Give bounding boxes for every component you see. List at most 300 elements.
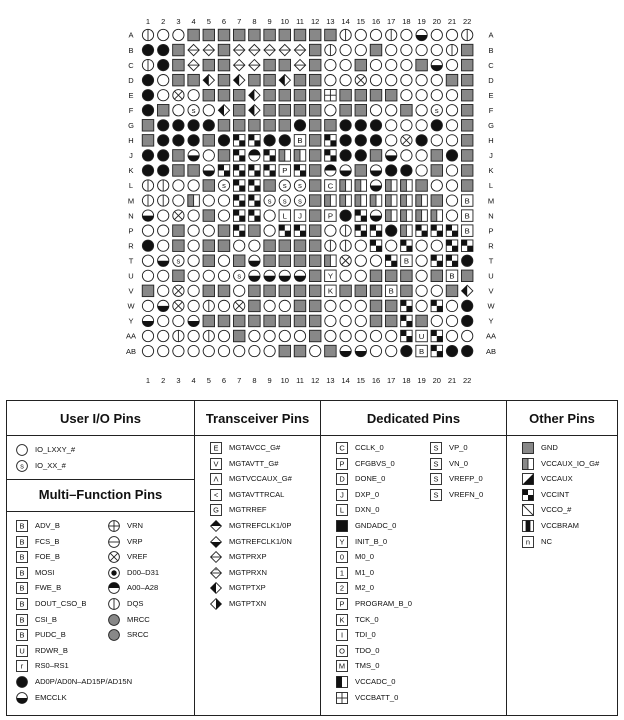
- pin-cell: [218, 135, 229, 146]
- pin-cell: [309, 270, 321, 282]
- column-label-bottom: 2: [161, 376, 166, 385]
- pin-cell: [218, 270, 229, 281]
- pin-cell: [355, 180, 367, 192]
- box-icon: [15, 628, 29, 642]
- svg-text:B: B: [19, 568, 25, 578]
- pin-cell: [158, 29, 169, 40]
- svg-text:S: S: [433, 459, 439, 469]
- pin-cell: [325, 29, 337, 41]
- svg-text:s: s: [434, 105, 439, 115]
- pin-cell: [142, 300, 153, 311]
- pin-cell: [401, 270, 413, 282]
- legend-entry-label: FOE_B: [35, 552, 60, 562]
- pin-cell: [233, 330, 245, 342]
- pin-cell: [355, 330, 366, 341]
- svg-text:B: B: [464, 196, 470, 206]
- pin-cell: [233, 255, 245, 267]
- legend-entry-label: VREF: [127, 552, 148, 562]
- box-icon: [15, 535, 29, 549]
- pin-cell: [401, 59, 412, 70]
- legend-entry-label: CFGBVS_0: [355, 458, 395, 468]
- column-label-bottom: 21: [447, 376, 457, 385]
- pin-cell: [173, 135, 184, 146]
- row-label-right: E: [488, 90, 494, 100]
- pin-cell: [340, 300, 351, 311]
- pin-cell: [416, 29, 427, 40]
- legend-entry-label: M0_0: [355, 552, 374, 562]
- pin-cell: [279, 89, 291, 101]
- pin-cell: [386, 225, 397, 236]
- pin-cell: [294, 210, 306, 222]
- pin-cell: [355, 255, 366, 266]
- row-label-right: AB: [485, 346, 497, 356]
- svg-text:S: S: [433, 490, 439, 500]
- pin-cell: [370, 59, 381, 70]
- svg-text:s: s: [298, 196, 302, 206]
- pin-cell: [370, 210, 381, 221]
- pin-cell: [142, 75, 153, 86]
- box-icon: [335, 628, 349, 642]
- pin-cell: [173, 150, 185, 162]
- row-label-right: AA: [485, 331, 497, 341]
- pin-cell: [325, 89, 337, 101]
- pin-cell: [431, 240, 442, 251]
- svg-text:B: B: [449, 271, 455, 281]
- pin-cell: [218, 300, 229, 311]
- pin-cell: [355, 225, 367, 237]
- row-label-right: M: [487, 196, 495, 206]
- pin-cell: [431, 285, 442, 296]
- svg-text:B: B: [19, 552, 25, 562]
- column-label-bottom: 14: [341, 376, 350, 385]
- pin-cell: [188, 120, 199, 131]
- pin-cell: [188, 255, 199, 266]
- pin-cell: [340, 255, 351, 266]
- column-label-bottom: 16: [371, 376, 381, 385]
- pin-cell: [294, 150, 306, 162]
- pin-cell: [142, 105, 153, 116]
- pin-cell: [218, 44, 230, 56]
- pin-cell: [279, 44, 290, 55]
- pin-cell: [340, 180, 352, 192]
- legend-entry-label: RS0–RS1: [35, 661, 69, 671]
- pin-cell: [355, 120, 366, 131]
- pin-cell: [431, 44, 442, 55]
- pin-cell: [173, 165, 185, 177]
- box-icon: [209, 457, 223, 471]
- pin-cell: [340, 75, 351, 86]
- pin-cell: [203, 89, 215, 101]
- pin-cell: [188, 74, 200, 86]
- pin-cell: [461, 195, 473, 207]
- column-label-top: 13: [326, 17, 335, 26]
- pin-cell: [385, 285, 397, 297]
- pin-cell: [370, 44, 382, 56]
- box-diag-icon: [521, 503, 535, 517]
- svg-text:B: B: [19, 599, 25, 609]
- pin-cell: [203, 300, 214, 311]
- pin-cell: [142, 270, 153, 281]
- pin-cell: [401, 75, 412, 86]
- column-label-top: 10: [280, 17, 289, 26]
- pin-cell: [188, 135, 199, 146]
- legend-entry-label: RDWR_B: [35, 645, 68, 655]
- pin-cell: [294, 315, 306, 327]
- row-label-right: P: [488, 226, 494, 236]
- pin-cell: [173, 195, 184, 206]
- pin-cell: [249, 210, 261, 222]
- pin-cell: [340, 44, 351, 55]
- pin-cell: [218, 180, 229, 191]
- pin-cell: [294, 74, 306, 86]
- legend-entry-label: EMCCLK: [35, 692, 67, 702]
- pin-cell: [461, 59, 473, 71]
- pin-cell: [279, 29, 291, 41]
- pin-cell: [264, 44, 275, 55]
- pin-cell: [203, 210, 215, 222]
- pin-cell: [431, 29, 442, 40]
- row-label-left: L: [128, 181, 134, 191]
- pin-cell: [158, 285, 169, 296]
- pin-cell: [309, 44, 321, 56]
- pin-cell: [203, 165, 214, 176]
- pin-cell: [370, 105, 381, 116]
- svg-text:G: G: [213, 506, 219, 516]
- pin-cell: [233, 210, 245, 222]
- pin-cell: [218, 225, 230, 237]
- legend-entry-label: VREFN_0: [449, 489, 484, 499]
- pin-cell: [203, 29, 215, 41]
- pin-cell: [446, 105, 457, 116]
- pin-cell: [370, 315, 382, 327]
- column-label-bottom: 17: [387, 376, 396, 385]
- pin-cell: [249, 195, 261, 207]
- pin-cell: [386, 345, 397, 356]
- box-icon: [335, 457, 349, 471]
- box-icon: [209, 503, 223, 517]
- pin-cell: [234, 270, 245, 281]
- pin-cell: [249, 330, 260, 341]
- column-label-top: 11: [296, 17, 304, 26]
- pin-cell: [203, 270, 214, 281]
- pin-cell: [142, 150, 153, 161]
- pin-cell: [294, 255, 306, 267]
- pin-cell: [234, 300, 245, 311]
- pin-cell: [218, 165, 230, 177]
- pin-cell: [385, 270, 397, 282]
- legend-entry-label: DQS: [127, 599, 144, 608]
- pin-cell: [249, 255, 260, 266]
- row-label-right: N: [488, 211, 494, 221]
- legend-entry-label: VRP: [127, 536, 143, 546]
- svg-text:2: 2: [339, 584, 345, 594]
- pin-cell: [173, 255, 184, 266]
- pin-cell: [355, 44, 366, 55]
- svg-text:r: r: [20, 662, 24, 672]
- pin-cell: [340, 240, 351, 251]
- circle-gray-icon: [107, 613, 121, 627]
- pin-cell: [431, 345, 443, 357]
- pin-cell: [355, 150, 366, 161]
- pin-cell: [431, 75, 442, 86]
- pin-cell: [233, 105, 245, 117]
- box-icon: [335, 472, 349, 486]
- svg-text:B: B: [19, 521, 25, 531]
- pin-cell: [173, 44, 185, 56]
- pin-cell: [264, 210, 275, 221]
- pin-cell: [279, 300, 290, 311]
- pin-cell: [355, 135, 366, 146]
- row-label-right: J: [489, 151, 493, 161]
- box-halfblack-icon: [335, 675, 349, 689]
- row-label-right: L: [488, 181, 494, 191]
- pin-cell: [386, 120, 397, 131]
- pin-cell: [309, 150, 321, 162]
- pin-cell: [416, 180, 428, 192]
- pin-cell: [370, 255, 381, 266]
- pin-cell: [325, 240, 336, 251]
- pin-cell: [416, 330, 428, 342]
- pin-cell: [294, 180, 305, 191]
- pin-cell: [309, 29, 321, 41]
- pin-cell: [173, 225, 185, 237]
- pin-cell: [325, 300, 336, 311]
- pin-cell: [370, 150, 382, 162]
- pin-cell: [309, 255, 321, 267]
- pin-cell: [173, 59, 185, 71]
- pin-cell: [401, 29, 412, 40]
- pin-cell: [401, 255, 413, 267]
- legend-entry-label: DXP_0: [355, 489, 380, 499]
- column-label-bottom: 18: [402, 376, 411, 385]
- pin-cell: [279, 270, 290, 281]
- pin-cell: [218, 255, 229, 266]
- pin-cell: [416, 255, 427, 266]
- pin-cell: [142, 29, 153, 40]
- pin-cell: [386, 75, 397, 86]
- pin-cell: [461, 150, 473, 162]
- pin-cell: [355, 345, 366, 356]
- pin-cell: [446, 135, 457, 146]
- svg-text:s: s: [20, 461, 24, 471]
- pin-cell: [264, 135, 275, 146]
- pin-cell: [294, 29, 306, 41]
- pin-cell: [264, 285, 276, 297]
- pin-cell: [416, 195, 428, 207]
- pin-cell: [203, 44, 214, 55]
- pin-cell: [325, 59, 336, 70]
- diamond-top-icon: [209, 519, 223, 533]
- svg-text:K: K: [327, 286, 333, 296]
- pin-cell: [370, 120, 381, 131]
- pin-cell: [188, 29, 200, 41]
- pin-cell: [309, 195, 321, 207]
- svg-text:s: s: [298, 181, 302, 191]
- pin-cell: [264, 330, 275, 341]
- pin-cell: [355, 285, 367, 297]
- pin-cell: [431, 225, 443, 237]
- pin-cell: [249, 90, 260, 101]
- box-icon: [429, 488, 443, 502]
- pin-cell: [158, 120, 169, 131]
- pin-cell: [370, 165, 381, 176]
- section-title-multi-function: Multi–Function Pins: [38, 487, 163, 502]
- pin-cell: [264, 255, 276, 267]
- pin-cell: [173, 315, 184, 326]
- pin-cell: [158, 44, 169, 55]
- pin-cell: [370, 135, 381, 146]
- legend-entry-label: INIT_B_0: [355, 536, 388, 546]
- pin-cell: [279, 315, 291, 327]
- row-label-right: C: [488, 60, 494, 70]
- pin-cell: [416, 345, 428, 357]
- legend-entry-label: MGTPTXN: [229, 599, 267, 608]
- pin-cell: [401, 285, 413, 297]
- row-label-left: A: [128, 30, 134, 40]
- svg-text:0: 0: [339, 552, 345, 562]
- pin-cell: [158, 180, 169, 191]
- pin-cell: [264, 59, 276, 71]
- pin-cell: [173, 285, 184, 296]
- pin-cell: [446, 225, 458, 237]
- legend-entry-label: CSI_B: [35, 614, 57, 624]
- pin-cell: [233, 225, 245, 237]
- box-halfgray-icon: [521, 457, 535, 471]
- pin-cell: [462, 345, 473, 356]
- svg-text:B: B: [403, 256, 409, 266]
- legend-entry-label: VCCINT: [541, 489, 570, 499]
- svg-text:P: P: [339, 459, 345, 469]
- row-label-left: V: [128, 286, 134, 296]
- circle-vert-icon: [107, 597, 121, 611]
- pin-cell: [157, 105, 169, 117]
- pin-cell: [355, 240, 366, 251]
- column-label-bottom: 13: [326, 376, 335, 385]
- pin-cell: [309, 315, 321, 327]
- pin-cell: [234, 44, 245, 55]
- pin-cell: [461, 44, 473, 56]
- pin-cell: [203, 240, 215, 252]
- diamond-h-icon: [209, 550, 223, 564]
- pin-cell: [158, 345, 169, 356]
- pin-cell: [188, 330, 199, 341]
- pin-cell: [158, 59, 169, 70]
- legend-entry-label: ADV_B: [35, 521, 60, 530]
- box-icon: [15, 659, 29, 673]
- legend-entry-label: TDO_0: [355, 645, 380, 655]
- pin-cell: [340, 135, 351, 146]
- row-label-right: G: [488, 121, 494, 130]
- pin-cell: [173, 74, 185, 86]
- pin-cell: [462, 300, 473, 311]
- svg-text:S: S: [433, 474, 439, 484]
- pin-cell: [249, 29, 261, 41]
- svg-text:s: s: [176, 256, 181, 266]
- pin-cell: [294, 240, 306, 252]
- legend-entry-label: MGTAVTTRCAL: [229, 489, 285, 499]
- row-label-right: A: [488, 30, 494, 40]
- pin-cell: [264, 150, 276, 162]
- column-label-top: 2: [161, 17, 166, 26]
- pin-cell: [264, 345, 275, 356]
- svg-text:s: s: [282, 181, 287, 191]
- pin-cell: [431, 135, 442, 146]
- section-transceiver: [195, 401, 321, 715]
- row-label-right: V: [488, 286, 494, 296]
- pin-cell: [158, 255, 169, 266]
- pin-cell: [142, 240, 153, 251]
- svg-text:C: C: [327, 181, 334, 191]
- row-label-left: J: [129, 151, 133, 161]
- pin-cell: [370, 240, 382, 252]
- pin-cell: [416, 90, 427, 101]
- pin-cell: [218, 74, 230, 86]
- legend-entry-label: M2_0: [355, 583, 374, 593]
- column-label-top: 14: [341, 17, 350, 26]
- pin-cell: [340, 29, 351, 40]
- circle-tophalf-icon: [107, 581, 121, 595]
- pin-cell: [158, 300, 169, 311]
- box-icon: [15, 644, 29, 658]
- section-other: [507, 401, 617, 715]
- column-label-top: 6: [221, 17, 227, 26]
- pin-cell: [431, 180, 442, 191]
- pin-cell: [294, 135, 306, 147]
- pin-cell: [325, 270, 337, 282]
- pin-cell: [294, 165, 306, 177]
- legend-entry-label: TMS_0: [355, 661, 380, 671]
- column-label-bottom: 20: [432, 376, 441, 385]
- column-label-top: 17: [387, 17, 396, 26]
- pin-cell: [309, 105, 321, 117]
- svg-text:B: B: [419, 346, 425, 356]
- pin-cell: [370, 300, 382, 312]
- pin-cell: [401, 240, 413, 252]
- section-title-dedicated: Dedicated Pins: [366, 411, 461, 426]
- pin-cell: [142, 135, 154, 147]
- pin-cell: [279, 285, 291, 297]
- pin-cell: [142, 165, 153, 176]
- box-icon: [335, 488, 349, 502]
- column-label-bottom: 12: [311, 376, 320, 385]
- box-icon: [335, 644, 349, 658]
- pin-cell: [218, 89, 230, 101]
- pin-cell: [218, 59, 230, 71]
- pin-cell: [340, 105, 352, 117]
- pin-cell: [355, 165, 367, 177]
- pin-cell: [294, 195, 305, 206]
- pin-cell: [188, 195, 200, 207]
- legend-entry-label: IO_LXXY_#: [35, 445, 76, 454]
- pin-cell: [142, 345, 153, 356]
- pin-cell: [386, 135, 397, 146]
- pin-cell: [218, 150, 230, 162]
- legend-entry-label: MGTAVTT_G#: [229, 458, 279, 468]
- row-label-left: T: [128, 256, 134, 266]
- pin-cell: [340, 345, 351, 356]
- pin-cell: [309, 165, 321, 177]
- pin-cell: [461, 180, 473, 192]
- svg-text:B: B: [297, 136, 303, 146]
- pin-cell: [279, 135, 290, 146]
- svg-text:B: B: [464, 226, 470, 236]
- box-icon: [521, 535, 535, 549]
- legend-entry-label: FWE_B: [35, 583, 62, 593]
- pin-cell: [249, 150, 260, 161]
- box-icon: [15, 613, 29, 627]
- pin-cell: [416, 315, 428, 327]
- row-label-right: D: [488, 75, 494, 85]
